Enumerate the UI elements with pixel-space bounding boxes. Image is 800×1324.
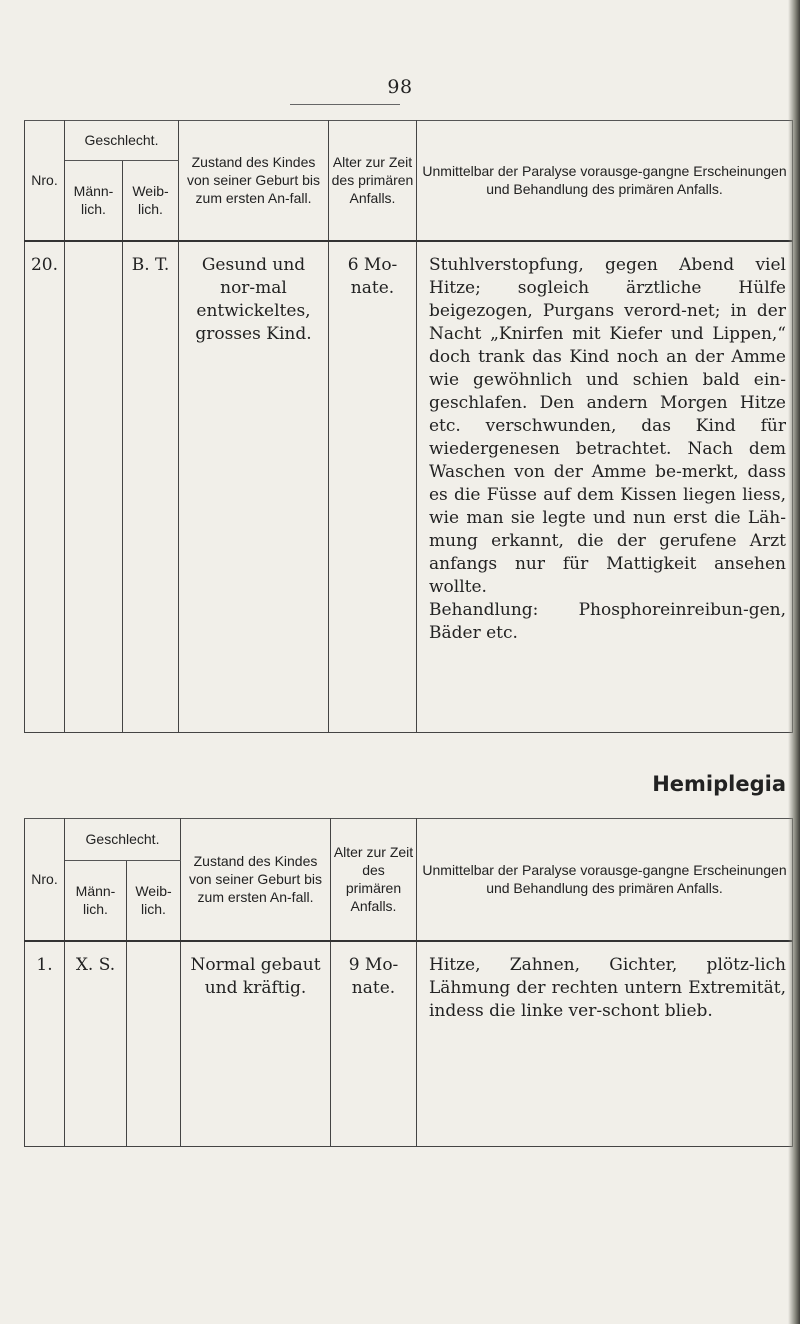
header-maennlich: Männ- lich. [65, 161, 123, 241]
header-zustand: Zustand des Kindes von seiner Geburt bis zum ersten An-fall. [179, 121, 329, 241]
cell-maennlich [65, 241, 123, 733]
header-weiblich: Weib- lich. [127, 861, 181, 941]
cell-alter: 9 Mo- nate. [331, 941, 417, 1147]
cell-nro: 20. [25, 241, 65, 733]
cell-description: Hitze, Zahnen, Gichter, plötz-lich Lähmung der rechten untern Extremität, indess die linke ver-schont blieb. [417, 941, 793, 1147]
header-zustand: Zustand des Kindes von seiner Geburt bis zum ersten An-fall. [181, 819, 331, 941]
header-weiblich: Weib- lich. [123, 161, 179, 241]
header-unmittelbar: Unmittelbar der Paralyse vorausge-gangne Erscheinungen und Behandlung des primären Anfalls. [417, 819, 793, 941]
header-nro: Nro. [25, 121, 65, 241]
treatment-text: Behandlung: Phosphoreinreibun-gen, Bäder etc. [429, 599, 786, 643]
cell-nro: 1. [25, 941, 65, 1147]
description-text: Stuhlverstopfung, gegen Abend viel Hitze; sogleich ärztliche Hülfe beigezogen, Purgans verord-net; in der Nacht „Knirfen mit Kiefer und Lippen,“ doch trank das Kind noch an der Amme wie gewöhnlich und schien bald ein-geschlafen. Den andern Morgen Hitze etc. verschwunden, das Kind für wiedergenesen betrachtet. Nach dem Waschen von der Amme be-merkt, dass es die Füsse auf dem Kissen liegen liess, wie man sie legte und nun erst die Läh-mung erkannt, die der gerufene Arzt anfangs nur für Mattigkeit ansehen wollte. [429, 254, 786, 597]
cell-description [417, 241, 793, 733]
section-title: Hemiplegia [652, 772, 786, 796]
cell-alter: 6 Mo- nate. [329, 241, 417, 733]
table-row [25, 941, 793, 1147]
cell-weiblich [127, 941, 181, 1147]
cell-zustand: Normal gebaut und kräftig. [181, 941, 331, 1147]
case-table-2 [24, 818, 793, 1147]
cell-maennlich: X. S. [65, 941, 127, 1147]
page-number: 98 [387, 76, 413, 98]
header-alter: Alter zur Zeit des primären Anfalls. [331, 819, 417, 941]
case-table-1 [24, 120, 793, 733]
table-row [25, 241, 793, 733]
header-nro: Nro. [25, 819, 65, 941]
header-geschlecht: Geschlecht. [65, 121, 179, 161]
header-alter: Alter zur Zeit des primären Anfalls. [329, 121, 417, 241]
cell-zustand: Gesund und nor-mal entwickeltes, grosses Kind. [179, 241, 329, 733]
page-number-rule [290, 104, 400, 105]
header-maennlich: Männ- lich. [65, 861, 127, 941]
header-geschlecht: Geschlecht. [65, 819, 181, 861]
header-unmittelbar: Unmittelbar der Paralyse vorausge-gangne Erscheinungen und Behandlung des primären Anfalls. [417, 121, 793, 241]
cell-weiblich: B. T. [123, 241, 179, 733]
book-spine-shadow [788, 0, 800, 1324]
